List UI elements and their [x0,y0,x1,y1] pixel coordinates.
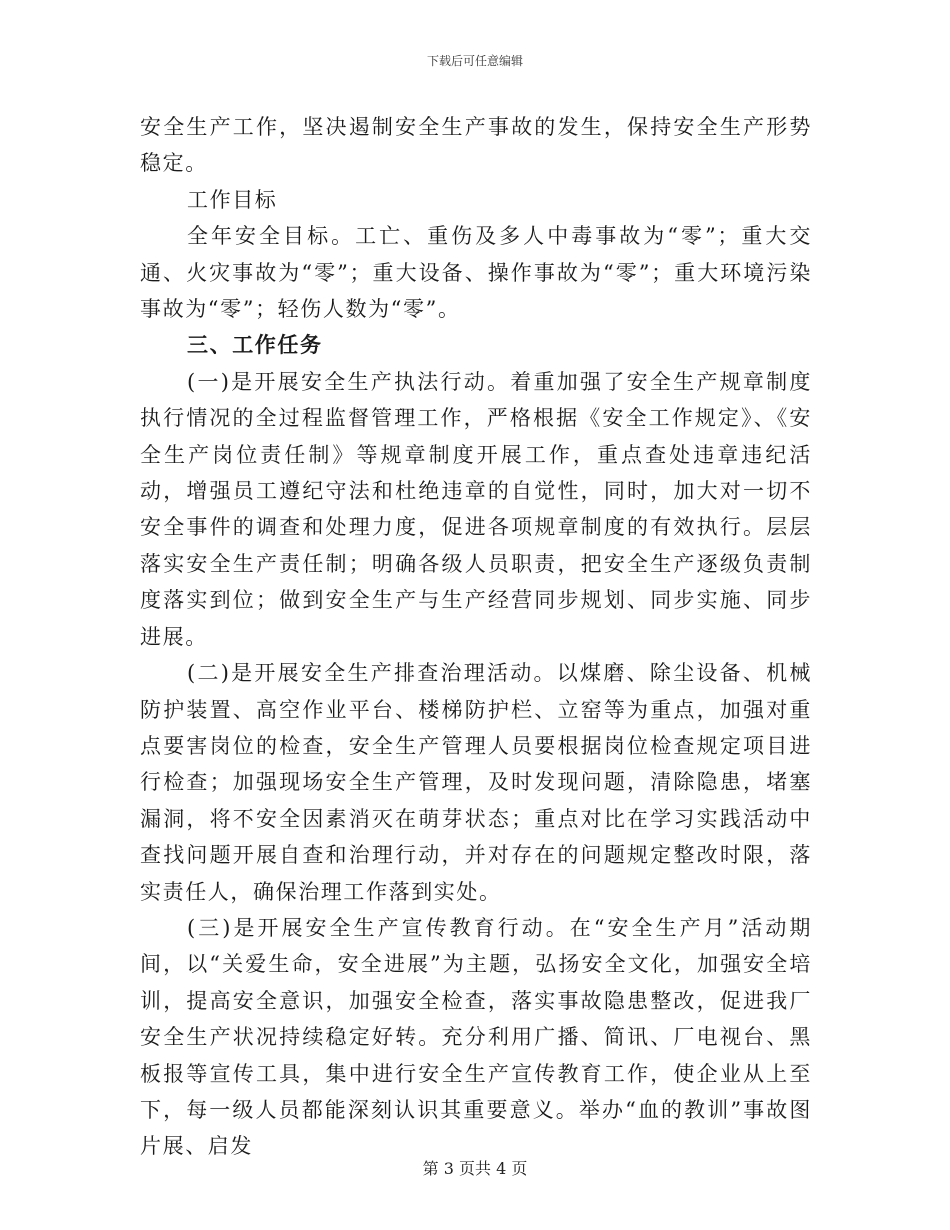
document-body [140,109,812,1165]
page-footer: 第 3 页共 4 页 [422,1159,528,1178]
paragraph-task-3: (三)是开展安全生产宣传教育行动。在“安全生产月”活动期间，以“关爱生命，安全进展”为主题，弘扬安全文化，加强安全培训，提高安全意识，加强安全检查，落实事故隐患整改，促进我厂安全生产状况持续稳定好转。充分利用广播、简讯、厂电视台、黑板报等宣传工具，集中进行安全生产宣传教育工作，使企业从上至下，每一级人员都能深刻认识其重要意义。举办“血的教训”事故图片展、启发 [140,915,812,1159]
page-header: 下载后可任意编辑 [426,54,523,68]
paragraph-annual-safety-goal: 全年安全目标。工亡、重伤及多人中毒事故为“零”；重大交通、火灾事故为“零”；重大设备、操作事故为“零”；重大环境污染事故为“零”；轻伤人数为“零”。 [140,224,812,322]
paragraph-task-2: (二)是开展安全生产排查治理活动。以煤磨、除尘设备、机械防护装置、高空作业平台、楼梯防护栏、立窑等为重点，加强对重点要害岗位的检查，安全生产管理人员要根据岗位检查规定项目进行检查；加强现场安全生产管理，及时发现问题，清除隐患，堵塞漏洞，将不安全因素消灭在萌芽状态；重点对比在学习实践活动中查找问题开展自查和治理行动，并对存在的问题规定整改时限，落实责任人，确保治理工作落到实处。 [140,661,812,904]
paragraph-work-goal-title: 工作目标 [187,187,278,212]
section-heading-tasks: 三、工作任务 [187,332,323,358]
paragraph-task-1: (一)是开展安全生产执法行动。着重加强了安全生产规章制度执行情况的全过程监督管理工作，严格根据《安全工作规定》、《安全生产岗位责任制》等规章制度开展工作，重点查处违章违纪活动，增强员工遵纪守法和杜绝违章的自觉性，同时，加大对一切不安全事件的调查和处理力度，促进各项规章制度的有效执行。层层落实安全生产责任制；明确各级人员职责，把安全生产逐级负责制度落实到位；做到安全生产与生产经营同步规划、同步实施、同步进展。 [140,369,812,649]
paragraph-continuation: 安全生产工作，坚决遏制安全生产事故的发生，保持安全生产形势稳定。 [140,115,812,176]
